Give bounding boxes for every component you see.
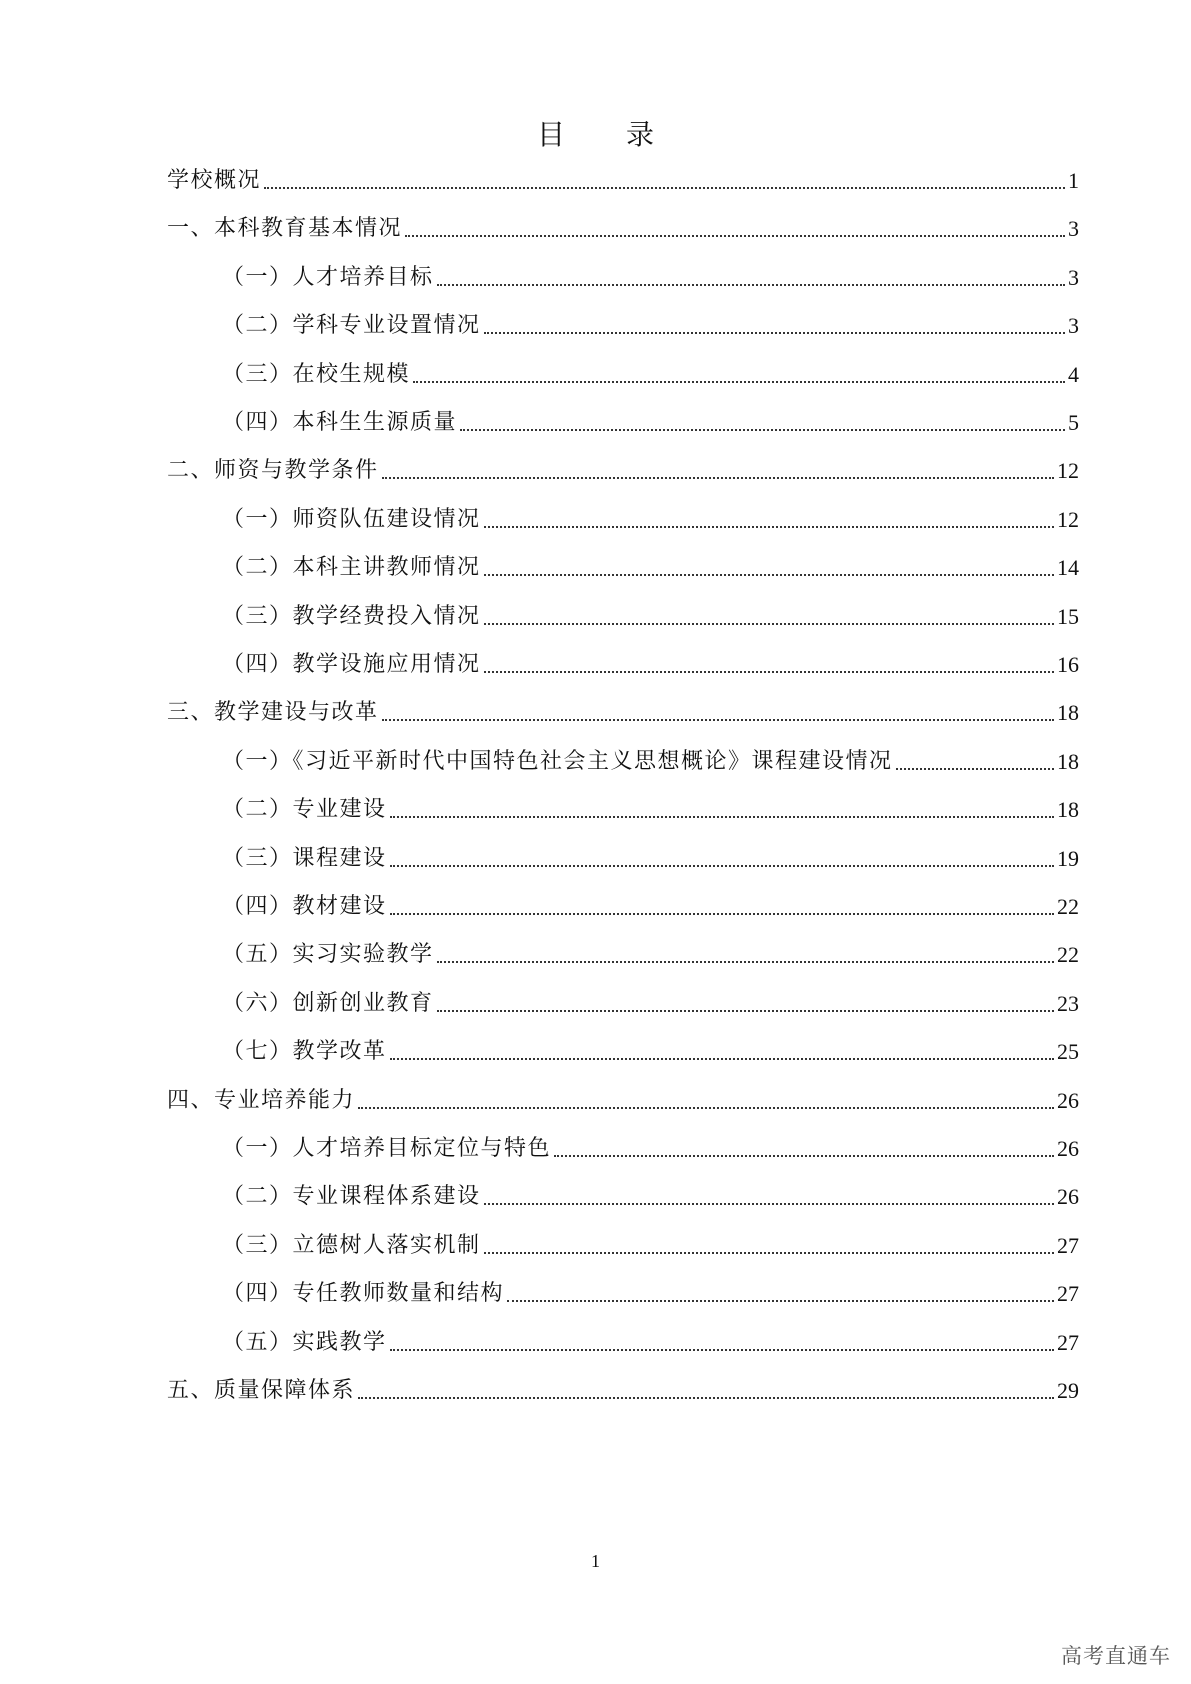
toc-entry-page-number: 12 [1057, 458, 1079, 484]
toc-dot-leader [554, 1155, 1054, 1157]
toc-subsection-entry[interactable] [222, 934, 1079, 970]
toc-entry-label: （五）实习实验教学 [222, 942, 434, 968]
toc-entry-label: （三）立德树人落实机制 [222, 1232, 481, 1258]
toc-entry-label: （一）人才培养目标定位与特色 [222, 1136, 552, 1161]
toc-entry-label: （二）专业建设 [222, 797, 387, 823]
toc-entry-label: （三）课程建设 [222, 845, 387, 871]
toc-entry-page-number: 22 [1057, 942, 1079, 968]
toc-subsection-entry[interactable] [222, 1322, 1079, 1358]
toc-entry-label: （一）师资队伍建设情况 [222, 506, 481, 532]
toc-entry-page-number: 27 [1057, 1232, 1079, 1258]
toc-entry-page-number: 3 [1068, 216, 1079, 242]
toc-subsection-entry[interactable] [222, 547, 1079, 583]
toc-section-entry[interactable] [167, 1370, 1079, 1406]
toc-dot-leader [484, 526, 1054, 528]
toc-entry-page-number: 5 [1068, 410, 1079, 435]
toc-entry-page-number: 27 [1057, 1329, 1079, 1355]
toc-subsection-entry[interactable] [222, 983, 1079, 1019]
toc-section-entry[interactable] [167, 692, 1079, 728]
toc-entry-page-number: 4 [1068, 361, 1079, 387]
toc-entry-page-number: 25 [1057, 1039, 1079, 1065]
toc-dot-leader [390, 865, 1054, 867]
toc-entry-page-number: 26 [1057, 1184, 1079, 1210]
toc-entry-label: 四、专业培养能力 [167, 1087, 356, 1113]
toc-dot-leader [484, 671, 1054, 673]
toc-entry-label: 五、质量保障体系 [167, 1378, 356, 1403]
toc-entry-label: （一）人才培养目标 [222, 264, 434, 290]
toc-dot-leader [390, 913, 1054, 915]
toc-section-entry[interactable] [167, 208, 1079, 244]
toc-subsection-entry[interactable] [222, 499, 1079, 535]
toc-dot-leader [484, 332, 1065, 334]
toc-entry-page-number: 3 [1068, 313, 1079, 339]
toc-section-entry[interactable] [167, 1080, 1079, 1116]
toc-entry-page-number: 27 [1057, 1281, 1079, 1307]
toc-entry-label: （四）教材建设 [222, 894, 387, 919]
toc-dot-leader [484, 1252, 1054, 1254]
toc-subsection-entry[interactable] [222, 886, 1079, 922]
toc-dot-leader [264, 187, 1065, 189]
toc-subsection-entry[interactable] [222, 402, 1079, 438]
toc-entry-page-number: 23 [1057, 990, 1079, 1016]
toc-dot-leader [437, 961, 1054, 963]
footer-page-number: 1 [591, 1551, 600, 1571]
toc-subsection-entry[interactable] [222, 305, 1079, 341]
watermark: 高考直通车 [1061, 1644, 1171, 1668]
toc-subsection-entry[interactable] [222, 354, 1079, 390]
toc-dot-leader [390, 816, 1054, 818]
toc-dot-leader [390, 1349, 1054, 1351]
toc-subsection-entry[interactable] [222, 596, 1079, 632]
toc-dot-leader [390, 1058, 1054, 1060]
toc-dot-leader [358, 1397, 1054, 1399]
toc-dot-leader [437, 1010, 1054, 1012]
toc-entry-label: 学校概况 [167, 168, 262, 193]
toc-entry-label: 三、教学建设与改革 [167, 700, 379, 726]
toc-entry-page-number: 14 [1057, 555, 1079, 581]
toc-entry-page-number: 19 [1057, 845, 1079, 871]
toc-dot-leader [405, 235, 1065, 237]
toc-entry-page-number: 1 [1068, 168, 1079, 193]
toc-section-entry[interactable] [167, 450, 1079, 486]
toc-title: 目 录 [537, 118, 680, 151]
toc-entry-label: （六）创新创业教育 [222, 990, 434, 1016]
toc-subsection-entry[interactable] [222, 1176, 1079, 1212]
toc-entry-page-number: 12 [1057, 506, 1079, 532]
toc-entry-label: （四）本科生生源质量 [222, 410, 458, 435]
toc-entry-page-number: 22 [1057, 894, 1079, 919]
toc-entry-page-number: 16 [1057, 652, 1079, 677]
toc-entry-label: （二）学科专业设置情况 [222, 313, 481, 339]
toc-entry-label: （七）教学改革 [222, 1039, 387, 1065]
toc-dot-leader [437, 284, 1065, 286]
toc-dot-leader [413, 381, 1065, 383]
toc-entry-page-number: 29 [1057, 1378, 1079, 1403]
toc-entry-label: （三）教学经费投入情况 [222, 603, 481, 629]
toc-entry-label: （二）专业课程体系建设 [222, 1184, 481, 1210]
toc-entry-page-number: 18 [1057, 797, 1079, 823]
toc-entry-label: （四）教学设施应用情况 [222, 652, 481, 677]
toc-dot-leader [896, 768, 1054, 770]
toc-subsection-entry[interactable] [222, 838, 1079, 874]
toc-entry-label: （一）《习近平新时代中国特色社会主义思想概论》课程建设情况 [222, 748, 893, 774]
toc-dot-leader [484, 574, 1054, 576]
toc-section-entry[interactable] [167, 160, 1079, 196]
toc-subsection-entry[interactable] [222, 1128, 1079, 1164]
toc-dot-leader [382, 477, 1054, 479]
toc-entry-page-number: 18 [1057, 700, 1079, 726]
toc-entry-page-number: 26 [1057, 1087, 1079, 1113]
toc-dot-leader [460, 429, 1065, 431]
toc-entry-label: （四）专任教师数量和结构 [222, 1281, 505, 1307]
toc-subsection-entry[interactable] [222, 1225, 1079, 1261]
toc-entry-page-number: 3 [1068, 264, 1079, 290]
toc-subsection-entry[interactable] [222, 789, 1079, 825]
toc-subsection-entry[interactable] [222, 741, 1079, 777]
toc-entry-label: 一、本科教育基本情况 [167, 216, 403, 242]
toc-entry-label: （三）在校生规模 [222, 361, 411, 387]
toc-entry-label: 二、师资与教学条件 [167, 458, 379, 484]
toc-dot-leader [358, 1107, 1054, 1109]
toc-entry-page-number: 26 [1057, 1136, 1079, 1161]
toc-dot-leader [507, 1300, 1054, 1302]
toc-dot-leader [382, 719, 1054, 721]
toc-entry-label: （二）本科主讲教师情况 [222, 555, 481, 581]
toc-dot-leader [484, 1203, 1054, 1205]
toc-subsection-entry[interactable] [222, 257, 1079, 293]
toc-entry-label: （五）实践教学 [222, 1329, 387, 1355]
toc-subsection-entry[interactable] [222, 644, 1079, 680]
toc-dot-leader [484, 623, 1054, 625]
toc-entry-page-number: 18 [1057, 748, 1079, 774]
toc-subsection-entry[interactable] [222, 1031, 1079, 1067]
toc-entry-page-number: 15 [1057, 603, 1079, 629]
toc-subsection-entry[interactable] [222, 1273, 1079, 1309]
